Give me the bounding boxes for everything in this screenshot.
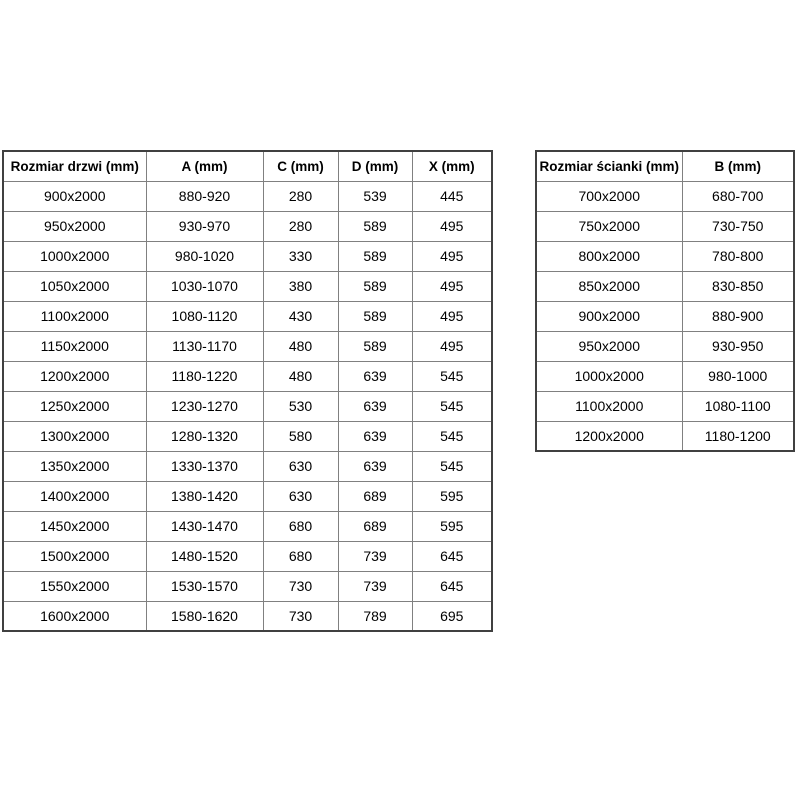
table-row — [3, 241, 492, 271]
table-cell: 1180-1220 — [146, 361, 263, 391]
table-cell: 1050x2000 — [3, 271, 146, 301]
table-cell: 589 — [338, 271, 412, 301]
table-row — [3, 481, 492, 511]
table-cell: 645 — [412, 541, 492, 571]
table-row — [3, 511, 492, 541]
table-cell: 280 — [263, 181, 338, 211]
table-cell: 1000x2000 — [3, 241, 146, 271]
table-cell: 1000x2000 — [536, 361, 682, 391]
table-cell: 689 — [338, 511, 412, 541]
table-row — [3, 541, 492, 571]
table-cell: 1200x2000 — [536, 421, 682, 451]
table-cell: 1130-1170 — [146, 331, 263, 361]
table-cell: 1330-1370 — [146, 451, 263, 481]
table-cell: 430 — [263, 301, 338, 331]
table-cell: 930-950 — [682, 331, 794, 361]
table-cell: 1580-1620 — [146, 601, 263, 631]
table-cell: 595 — [412, 511, 492, 541]
table-row — [536, 241, 794, 271]
table-cell: 730 — [263, 571, 338, 601]
table-cell: 930-970 — [146, 211, 263, 241]
table-cell: 545 — [412, 451, 492, 481]
table-cell: 1150x2000 — [3, 331, 146, 361]
table-cell: 539 — [338, 181, 412, 211]
table-cell: 880-900 — [682, 301, 794, 331]
table-row — [3, 601, 492, 631]
table-cell: 950x2000 — [3, 211, 146, 241]
table-row — [3, 421, 492, 451]
table-cell: 739 — [338, 571, 412, 601]
table-cell: 730-750 — [682, 211, 794, 241]
table-cell: 589 — [338, 331, 412, 361]
table-cell: 630 — [263, 481, 338, 511]
table-row — [3, 211, 492, 241]
table-cell: 1230-1270 — [146, 391, 263, 421]
table-cell: 700x2000 — [536, 181, 682, 211]
table-cell: 880-920 — [146, 181, 263, 211]
table-row — [3, 451, 492, 481]
table-cell: 530 — [263, 391, 338, 421]
table-row — [3, 271, 492, 301]
table-row — [536, 331, 794, 361]
table-cell: 1600x2000 — [3, 601, 146, 631]
table-cell: 789 — [338, 601, 412, 631]
table-row — [536, 391, 794, 421]
table-cell: 980-1000 — [682, 361, 794, 391]
table-cell: 480 — [263, 361, 338, 391]
table-cell: 900x2000 — [536, 301, 682, 331]
column-header: Rozmiar ścianki (mm) — [536, 151, 682, 181]
table-row — [536, 301, 794, 331]
table-cell: 1380-1420 — [146, 481, 263, 511]
header-row — [536, 151, 794, 181]
table-row — [536, 181, 794, 211]
table-cell: 800x2000 — [536, 241, 682, 271]
table-cell: 900x2000 — [3, 181, 146, 211]
table-cell: 545 — [412, 421, 492, 451]
column-header: A (mm) — [146, 151, 263, 181]
table-cell: 630 — [263, 451, 338, 481]
table-cell: 589 — [338, 301, 412, 331]
table-cell: 680 — [263, 541, 338, 571]
table-cell: 1480-1520 — [146, 541, 263, 571]
table-cell: 980-1020 — [146, 241, 263, 271]
table-cell: 680-700 — [682, 181, 794, 211]
table-cell: 1100x2000 — [3, 301, 146, 331]
table-cell: 695 — [412, 601, 492, 631]
table-cell: 589 — [338, 211, 412, 241]
table-row — [3, 571, 492, 601]
table-row — [536, 421, 794, 451]
table-cell: 639 — [338, 421, 412, 451]
table-cell: 330 — [263, 241, 338, 271]
table-cell: 950x2000 — [536, 331, 682, 361]
table-row — [536, 211, 794, 241]
column-header: B (mm) — [682, 151, 794, 181]
table-cell: 1350x2000 — [3, 451, 146, 481]
table-cell: 680 — [263, 511, 338, 541]
table-cell: 1250x2000 — [3, 391, 146, 421]
table-row — [3, 181, 492, 211]
column-header: X (mm) — [412, 151, 492, 181]
table-cell: 595 — [412, 481, 492, 511]
table-cell: 1450x2000 — [3, 511, 146, 541]
table-cell: 589 — [338, 241, 412, 271]
table-row — [536, 271, 794, 301]
table-cell: 1530-1570 — [146, 571, 263, 601]
table-cell: 495 — [412, 241, 492, 271]
column-header: Rozmiar drzwi (mm) — [3, 151, 146, 181]
table-cell: 280 — [263, 211, 338, 241]
table-cell: 1100x2000 — [536, 391, 682, 421]
table-cell: 445 — [412, 181, 492, 211]
table-cell: 480 — [263, 331, 338, 361]
table-cell: 1200x2000 — [3, 361, 146, 391]
table-cell: 1400x2000 — [3, 481, 146, 511]
table-cell: 495 — [412, 301, 492, 331]
table-cell: 495 — [412, 211, 492, 241]
table-cell: 495 — [412, 271, 492, 301]
table-cell: 545 — [412, 361, 492, 391]
table-cell: 1180-1200 — [682, 421, 794, 451]
table-cell: 1030-1070 — [146, 271, 263, 301]
table-row — [3, 331, 492, 361]
table-cell: 380 — [263, 271, 338, 301]
table-cell: 545 — [412, 391, 492, 421]
header-row — [3, 151, 492, 181]
table-cell: 750x2000 — [536, 211, 682, 241]
table-cell: 850x2000 — [536, 271, 682, 301]
table-cell: 689 — [338, 481, 412, 511]
table-cell: 780-800 — [682, 241, 794, 271]
table-cell: 495 — [412, 331, 492, 361]
table-cell: 1500x2000 — [3, 541, 146, 571]
table-cell: 1300x2000 — [3, 421, 146, 451]
table-cell: 639 — [338, 451, 412, 481]
column-header: C (mm) — [263, 151, 338, 181]
table-row — [3, 301, 492, 331]
table-cell: 580 — [263, 421, 338, 451]
table-cell: 1550x2000 — [3, 571, 146, 601]
table-cell: 830-850 — [682, 271, 794, 301]
table-cell: 639 — [338, 391, 412, 421]
table-cell: 645 — [412, 571, 492, 601]
table-cell: 1280-1320 — [146, 421, 263, 451]
table-cell: 1080-1100 — [682, 391, 794, 421]
column-header: D (mm) — [338, 151, 412, 181]
door-sizes-table — [2, 150, 493, 632]
table-cell: 1430-1470 — [146, 511, 263, 541]
table-row — [536, 361, 794, 391]
table-row — [3, 361, 492, 391]
table-cell: 730 — [263, 601, 338, 631]
table-cell: 739 — [338, 541, 412, 571]
table-cell: 639 — [338, 361, 412, 391]
table-row — [3, 391, 492, 421]
table-cell: 1080-1120 — [146, 301, 263, 331]
wall-panel-sizes-table — [535, 150, 795, 452]
